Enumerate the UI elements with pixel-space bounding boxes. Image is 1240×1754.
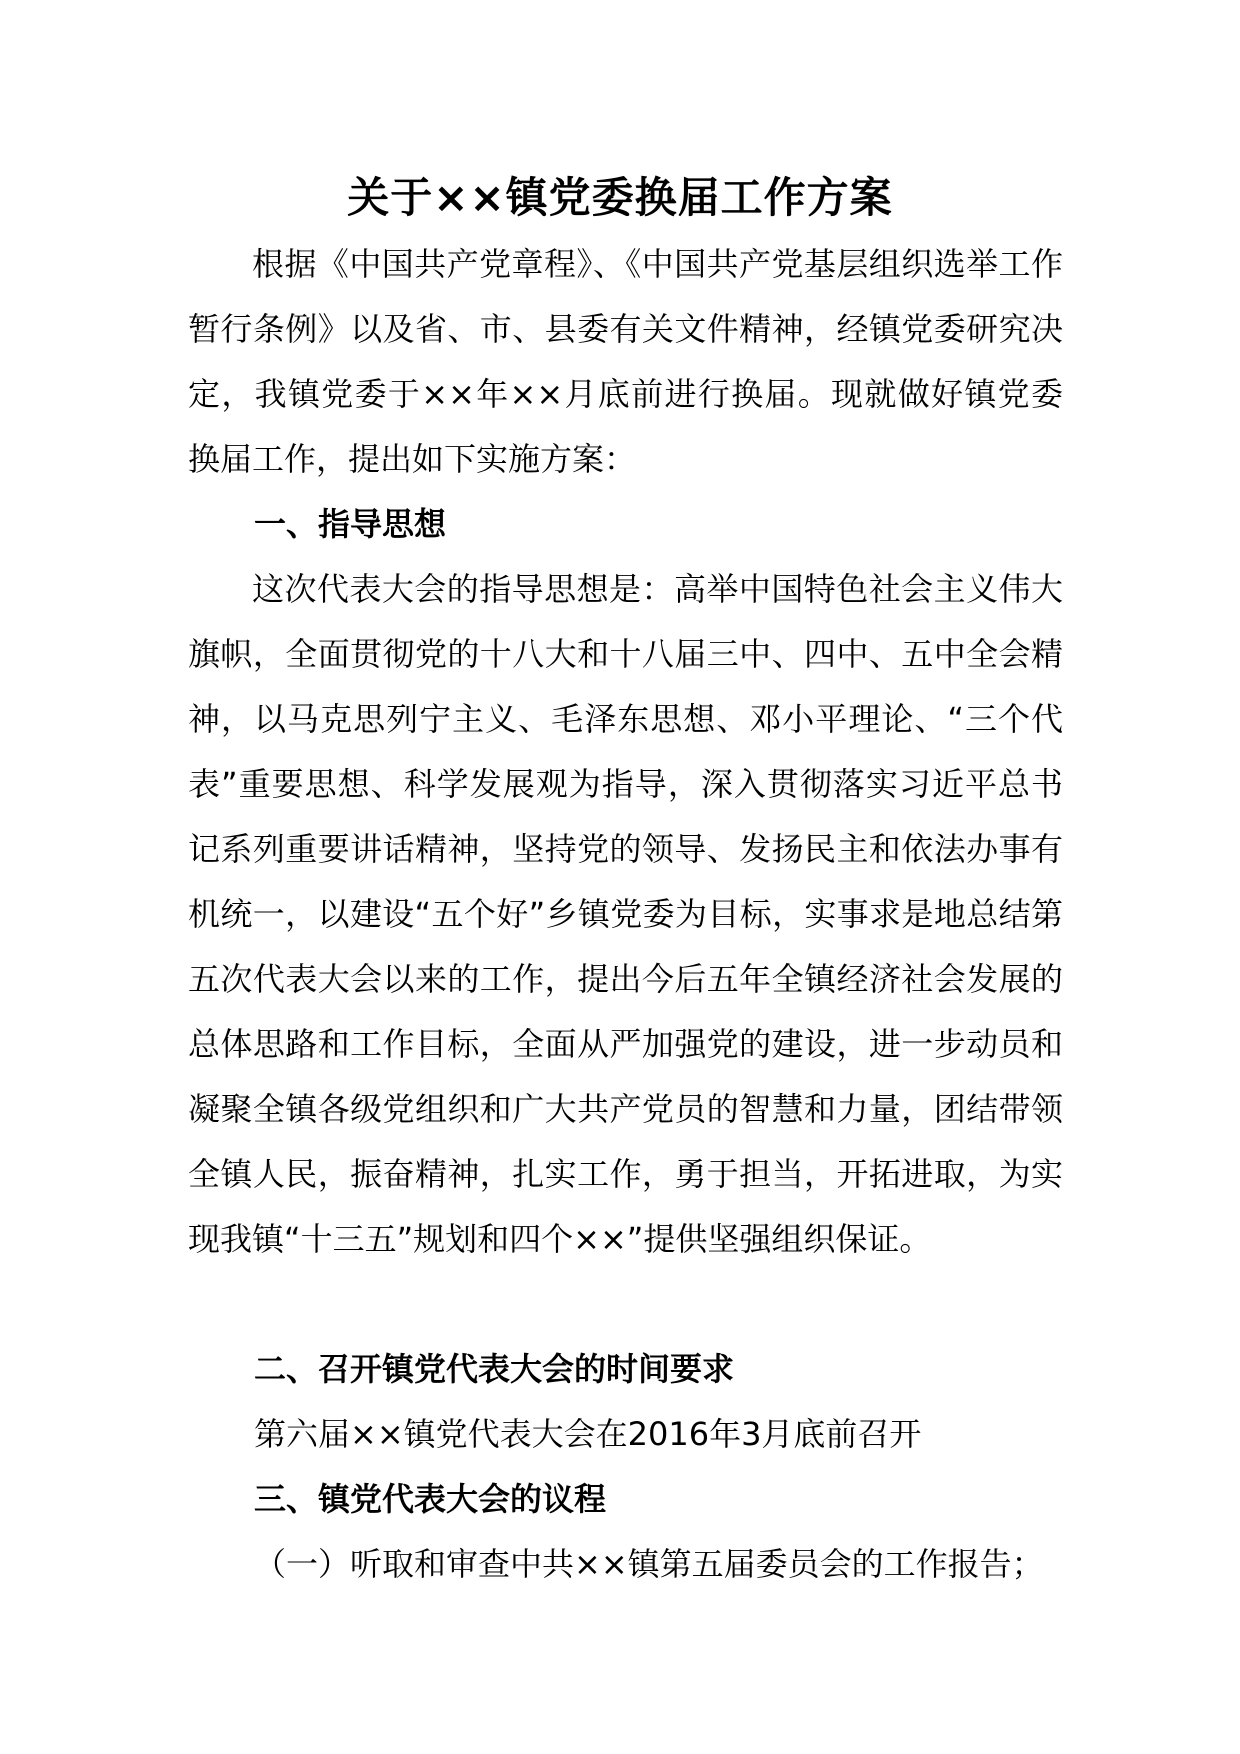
document-title: 关于××镇党委换届工作方案 <box>347 173 893 222</box>
meeting-time-paragraph: 第六届××镇党代表大会在2016年3月底前召开 <box>254 1415 922 1453</box>
guiding-ideology-paragraph: 这次代表大会的指导思想是：高举中国特色社会主义伟大旗帜，全面贯彻党的十八大和十八届三中、四中、五中全会精神，以马克思列宁主义、毛泽东思想、邓小平理论、“三个代表”重要思想、科学发展观为指导，深入贯彻落实习近平总书记系列重要讲话精神，坚持党的领导、发扬民主和依法办事有机统一，以建设“五个好”乡镇党委为目标，实事求是地总结第五次代表大会以来的工作，提出今后五年全镇经济社会发展的总体思路和工作目标，全面从严加强党的建设，进一步动员和凝聚全镇各级党组织和广大共产党员的智慧和力量，团结带领全镇人民，振奋精神，扎实工作，勇于担当，开拓进取，为实现我镇“十三五”规划和四个××”提供坚强组织保证。 <box>188 570 1063 1258</box>
section-heading-meeting-time: 二、召开镇党代表大会的时间要求 <box>254 1350 735 1388</box>
section-heading-guiding-ideology: 一、指导思想 <box>254 505 447 543</box>
intro-paragraph: 根据《中国共产党章程》、《中国共产党基层组织选举工作暂行条例》以及省、市、县委有关文件精神，经镇党委研究决定，我镇党委于××年××月底前进行换届。现就做好镇党委换届工作，提出如下实施方案： <box>188 245 1063 478</box>
section-heading-agenda: 三、镇党代表大会的议程 <box>254 1480 607 1518</box>
agenda-item: （一）听取和审查中共××镇第五届委员会的工作报告； <box>254 1545 1044 1583</box>
